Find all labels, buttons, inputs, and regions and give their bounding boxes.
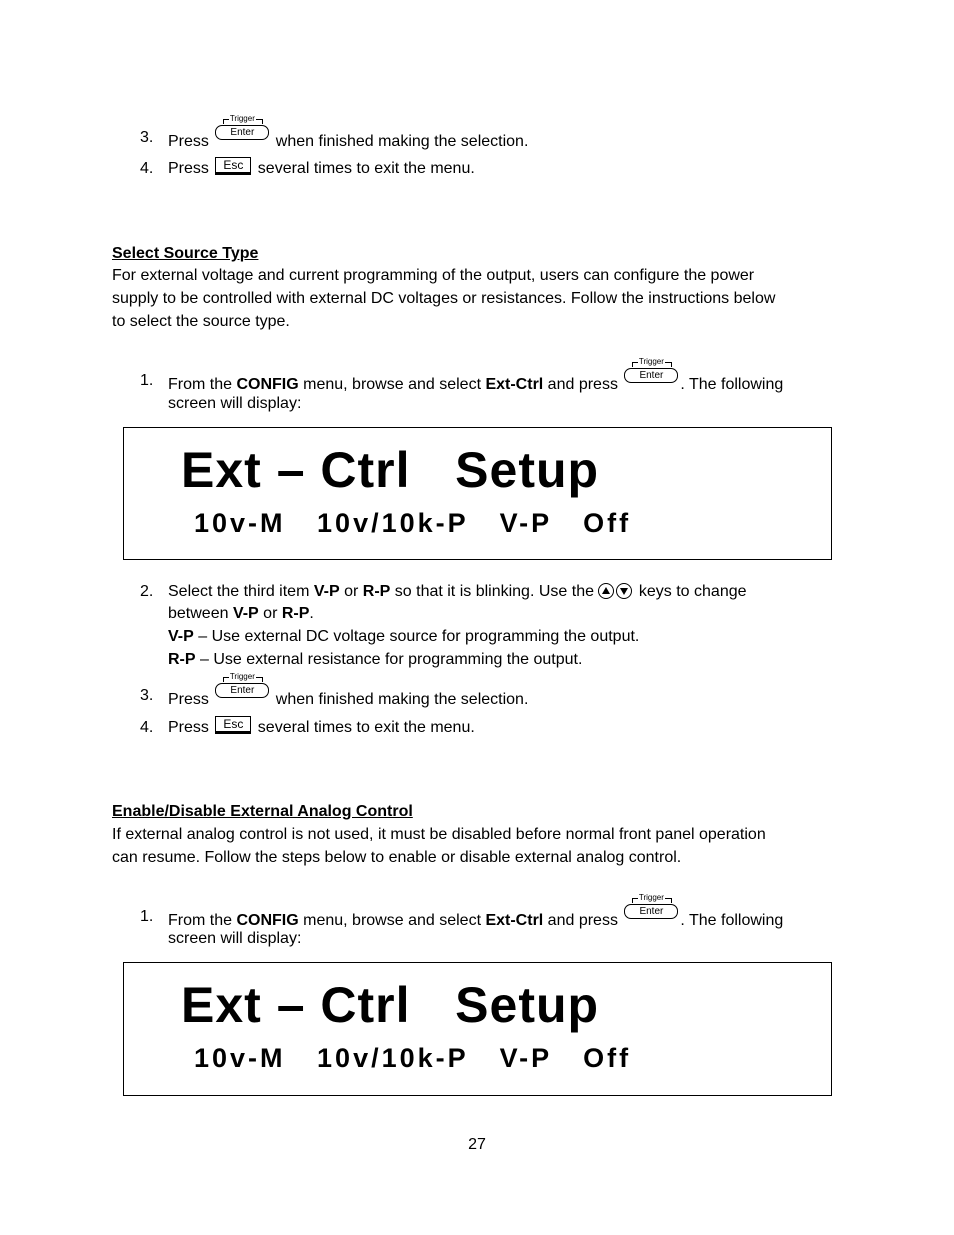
paragraph-line: For external voltage and current programming of the output, users can configure the power bbox=[112, 267, 755, 284]
step-text: Press Trigger Enter when finished making the selection. bbox=[168, 672, 529, 708]
definition-vp: V-P – Use external DC voltage source for programming the output. bbox=[168, 628, 640, 645]
section-heading: Select Source Type bbox=[112, 245, 259, 262]
page-number: 27 bbox=[468, 1136, 486, 1153]
lcd-display bbox=[123, 427, 832, 560]
step-text: Select the third item V-P or R-P so that it is blinking. Use the keys to change bbox=[168, 583, 747, 600]
lcd-display bbox=[123, 962, 832, 1096]
step-text: screen will display: bbox=[168, 930, 302, 947]
step-text: Press Esc several times to exit the menu. bbox=[168, 158, 475, 177]
step-text: screen will display: bbox=[168, 395, 302, 412]
esc-key-icon: Esc bbox=[215, 716, 251, 734]
paragraph-line: to select the source type. bbox=[112, 313, 290, 330]
step-text: From the CONFIG menu, browse and select Ext-Ctrl and press Trigger Enter . The following bbox=[168, 893, 784, 929]
step-number: 2. bbox=[140, 583, 154, 600]
enter-key-icon: Trigger Enter bbox=[215, 117, 269, 139]
lcd-title: Ext – Ctrl Setup bbox=[181, 977, 600, 1033]
paragraph-line: can resume. Follow the steps below to enable or disable external analog control. bbox=[112, 849, 682, 866]
lcd-options: 10v-M 10v/10k-P V-P Off bbox=[194, 508, 632, 538]
enter-key-icon: Trigger Enter bbox=[215, 675, 269, 697]
step-text: Press Trigger Enter when finished making the selection. bbox=[168, 114, 529, 150]
paragraph-line: supply to be controlled with external DC voltages or resistances. Follow the instructions below bbox=[112, 290, 776, 307]
paragraph-line: If external analog control is not used, it must be disabled before normal front panel operation bbox=[112, 826, 766, 843]
step-number: 1. bbox=[140, 372, 154, 389]
down-arrow-icon bbox=[616, 583, 632, 599]
up-arrow-icon bbox=[598, 583, 614, 599]
step-number: 3. bbox=[140, 129, 154, 146]
definition-rp: R-P – Use external resistance for programming the output. bbox=[168, 651, 583, 668]
lcd-options: 10v-M 10v/10k-P V-P Off bbox=[194, 1043, 632, 1073]
step-text: From the CONFIG menu, browse and select Ext-Ctrl and press Trigger Enter . The following bbox=[168, 357, 784, 393]
enter-key-icon: Trigger Enter bbox=[624, 896, 678, 918]
step-number: 4. bbox=[140, 719, 154, 736]
section-heading: Enable/Disable External Analog Control bbox=[112, 803, 413, 820]
step-text: Press Esc several times to exit the menu. bbox=[168, 717, 475, 736]
step-number: 3. bbox=[140, 687, 154, 704]
step-number: 4. bbox=[140, 160, 154, 177]
step-number: 1. bbox=[140, 908, 154, 925]
esc-key-icon: Esc bbox=[215, 157, 251, 175]
enter-key-icon: Trigger Enter bbox=[624, 360, 678, 382]
lcd-title: Ext – Ctrl Setup bbox=[181, 442, 600, 498]
step-text: between V-P or R-P. bbox=[168, 605, 314, 622]
